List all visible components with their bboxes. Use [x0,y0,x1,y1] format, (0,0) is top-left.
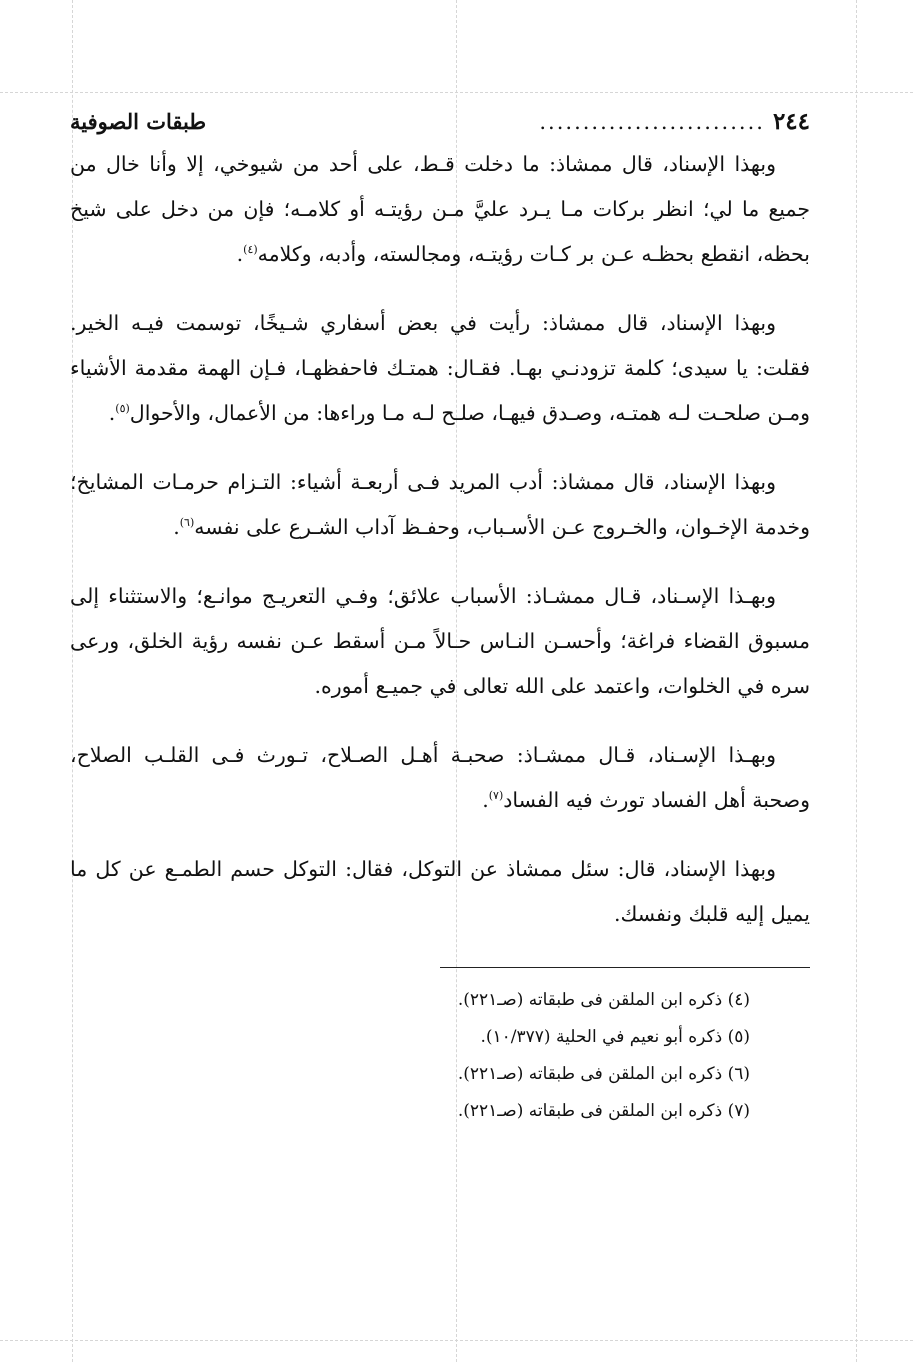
footnote-separator [440,967,810,968]
footnote-4: (٤) ذكره ابن الملقن فى طبقاته (صـ٢٢١). [457,990,750,1010]
book-page [70,108,810,1130]
paragraph-3: وبهذا الإسناد، قال ممشاذ: أدب المريد فـى أربعـة أشياء: التـزام حرمـات المشايخ؛ وخدمة الإخـوان، والخـروج عـن الأسـباب، وحفـظ آداب الشـرع على نفسه$^{(٦)}$. [70,470,810,539]
paragraph-2: وبهذا الإسناد، قال ممشاذ: رأيت في بعض أسفاري شـيخًا، توسمت فيـه الخير. فقلت: يا سيدى؛ كلمة تزودنـي بهـا. فقـال: همتـك فاحفظهـا، فـإن الهمة مقدمة الأشياء ومـن صلحـت لـه همتـه، وصـدق فيهـا، صلـح لـه مـا وراءها: من الأعمال، والأحوال$^{(٥)}$. [70,311,810,425]
footnote-5: (٥) ذكره أبو نعيم في الحلية (١٠/٣٧٧). [480,1027,750,1047]
book-title: طبقات الصوفية [70,109,207,134]
footnote-7: (٧) ذكره ابن الملقن فى طبقاته (صـ٢٢١). [457,1101,750,1121]
footnote-ref-7: (٧) [488,789,504,803]
paragraph-1: وبهذا الإسناد، قال ممشاذ: ما دخلت قـط، على أحد من شيوخي، إلا وأنا خال من جميع ما لي؛ انظر بركات مـا يـرد عليَّ مـن رؤيتـه أو كلامـه؛ فإن من دخل على شيخ بحظه، انقطع بحظـه عـن بر كـات رؤيتـه، ومجالسته، وأدبه، وكلامه$^{(٤)}$. [70,152,810,266]
footnote-ref-5: (٥) [115,402,130,416]
leader-dots: .......................... [539,110,765,134]
footnote-ref-6: (٦) [179,516,195,530]
guide-line [856,0,857,1362]
guide-line [0,1340,913,1341]
guide-line [0,92,913,93]
page-number: ٢٤٤ [772,108,810,135]
paragraph-6: وبهذا الإسناد، قال: سئل ممشاذ عن التوكل، فقال: التوكل حسم الطمـع عن كل ما يميل إليه قلبك ونفسك. [70,857,810,926]
footnote-6: (٦) ذكره ابن الملقن فى طبقاته (صـ٢٢١). [457,1064,750,1084]
footnote-ref-4: (٤) [243,243,258,257]
paragraph-5: وبهـذا الإسـناد، قـال ممشـاذ: صحبـة أهـل الصـلاح، تـورث فـى القلـب الصلاح، وصحبة أهل الفساد تورث فيه الفساد$^{(٧)}$. [70,743,810,812]
paragraph-4: وبهـذا الإسـناد، قـال ممشـاذ: الأسباب علائق؛ وفـي التعريـج موانـع؛ والاستثناء إلى مسبوق القضاء فراغة؛ وأحسـن النـاس حـالاً مـن أسقط عـن نفسه رؤية الخلق، ورعى سره في الخلوات، واعتمد على الله تعالى في جميـع أموره. [70,584,810,698]
running-head [70,108,810,142]
